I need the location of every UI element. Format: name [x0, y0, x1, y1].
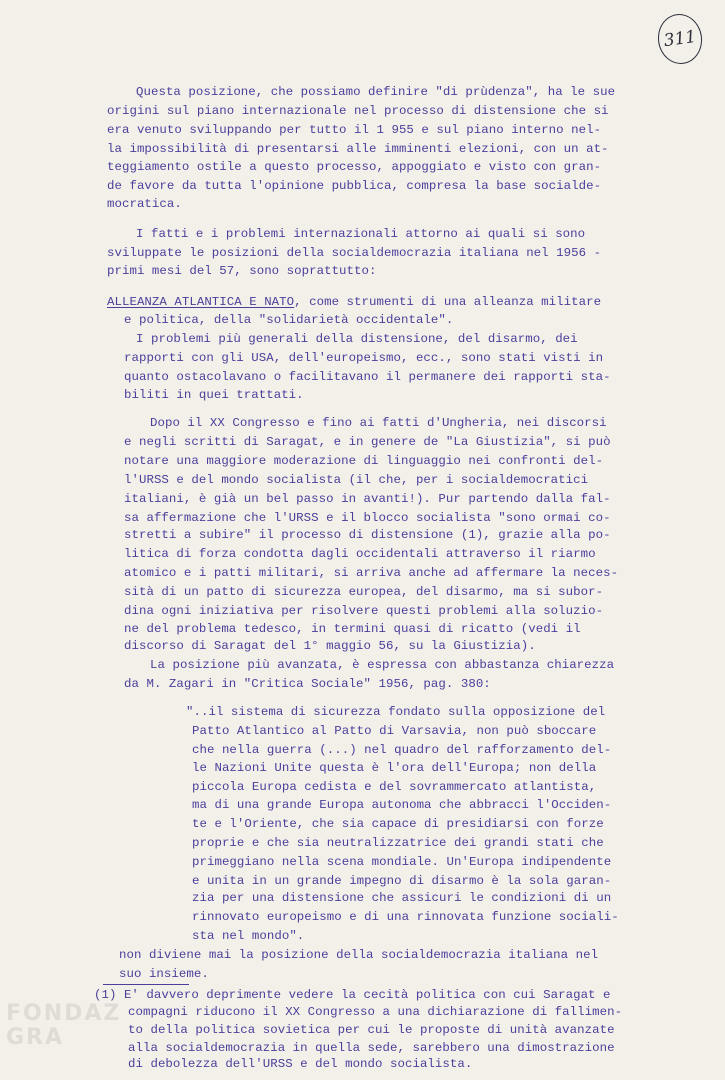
p1-line: Questa posizione, che possiamo definire "di prùdenza", ha le sue: [136, 85, 616, 99]
quote-line: le Nazioni Unite questa è l'ora dell'Europa; non della: [192, 761, 597, 776]
watermark-line1: FONDAZ: [6, 1001, 122, 1026]
p4-line: Dopo il XX Congresso e fino ai fatti d'Ungheria, nei discorsi: [150, 416, 607, 431]
p3-line: I problemi più generali della distensione, del disarmo, dei: [136, 332, 578, 346]
footnote-line: to della politica sovietica per cui le proposte di unità avanzate: [128, 1023, 615, 1038]
quote-line: sta nel mondo".: [192, 929, 305, 944]
footnote-line: di debolezza dell'URSS e del mondo socialista.: [128, 1057, 473, 1071]
quote-line: primeggiano nella scena mondiale. Un'Europa indipendente: [192, 854, 612, 869]
footnote-rule: [103, 984, 189, 986]
p4-line: italiani, è già un bel passo in avanti!). Pur partendo dalla fal-: [124, 491, 611, 506]
p2-line: I fatti e i problemi internazionali attorno ai quali si sono: [136, 226, 586, 241]
page-number: 311: [662, 26, 698, 52]
p4-line: e negli scritti di Saragat, e in genere de "La Giustizia", si può: [124, 435, 611, 450]
p4-line: atomico e i patti militari, si arriva anche ad affermare la neces-: [124, 566, 619, 580]
closing-line: non diviene mai la posizione della socialdemocrazia italiana nel: [119, 947, 599, 962]
quote-line: proprie e che sia neutralizzatrice dei grandi stati che: [192, 835, 604, 850]
p4-line: stretti a subire" il processo di distensione (1), grazie alla po-: [124, 528, 611, 543]
p1-line: la impossibilità di presentarsi alle imminenti elezioni, con un at-: [107, 141, 609, 156]
quote-line: te e l'Oriente, che sia capace di presidiarsi con forze: [192, 817, 604, 831]
p4-line: sa affermazione che l'URSS e il blocco socialista "sono ormai co-: [124, 510, 611, 525]
heading-line: [107, 296, 601, 308]
p4-line: litica di forza condotta dagli occidentali attraverso il riarmo: [124, 547, 596, 562]
p2-line: sviluppate le posizioni della socialdemocrazia italiana nel 1956 -: [107, 245, 602, 260]
p5-line: La posizione più avanzata, è espressa con abbastanza chiarezza: [150, 658, 615, 673]
quote-line: zia per una distensione che assicuri le condizioni di un: [192, 891, 612, 906]
p1-line: mocratica.: [107, 197, 182, 212]
p5-line: da M. Zagari in "Critica Sociale" 1956, pag. 380:: [124, 677, 491, 692]
p1-line: origini sul piano internazionale nel processo di distensione che si: [107, 103, 609, 118]
closing-line: suo insieme.: [119, 966, 209, 981]
footnote-line: (1) E' davvero deprimente vedere la cecità politica con cui Saragat e: [94, 987, 611, 1002]
p1-line: de favore da tutta l'opinione pubblica, compresa la base socialde-: [107, 179, 602, 194]
p4-line: sità di un patto di sicurezza europea, del disarmo, ma si subor-: [124, 584, 604, 599]
p3-line: quanto ostacolavano o facilitavano il permanere dei rapporti sta-: [124, 369, 611, 384]
quote-line: rinnovato europeismo e di una rinnovata funzione sociali-: [192, 910, 619, 925]
watermark: [6, 1002, 121, 1050]
p2-line: primi mesi del 57, sono soprattutto:: [107, 263, 377, 278]
p4-line: ne del problema tedesco, in termini quasi di ricatto (vedi il: [124, 621, 581, 636]
quote-line: Patto Atlantico al Patto di Varsavia, non può sboccare: [192, 723, 597, 738]
p3-line: rapporti con gli USA, dell'europeismo, ecc., sono stati visti in: [124, 350, 604, 365]
page-number-stamp: [655, 11, 706, 67]
watermark-line2: GRA: [6, 1025, 65, 1051]
p4-line: discorso di Saragat del 1° maggio 56, su la Giustizia).: [124, 639, 536, 654]
footnote-line: alla socialdemocrazia in quella sede, sarebbero una dimostrazione: [128, 1041, 615, 1056]
footnote-line: compagni riducono il XX Congresso a una dichiarazione di fallimen-: [128, 1005, 623, 1020]
p1-line: era venuto sviluppando per tutto il 1 955 e sul piano interno nel-: [107, 122, 602, 137]
quote-line: e unita in un grande impegno di disarmo è la sola garan-: [192, 873, 612, 888]
heading-underlined: ALLEANZA ATLANTICA E NATO: [107, 295, 295, 310]
heading-rest: , come strumenti di una alleanza militare: [294, 295, 602, 310]
p1-line: teggiamento ostile a questo processo, appoggiato e visto con gran-: [107, 160, 602, 175]
quote-line: ma di una grande Europa autonoma che abbracci l'Occiden-: [192, 798, 612, 813]
p4-line: l'URSS e del mondo socialista (il che, per i socialdemocratici: [124, 472, 589, 487]
quote-line: "..il sistema di sicurezza fondato sulla opposizione del: [186, 704, 606, 719]
p4-line: notare una maggiore moderazione di linguaggio nei confronti del-: [124, 454, 604, 468]
quote-line: piccola Europa cedista e del sovrammercato atlantista,: [192, 780, 597, 795]
p3-line: biliti in quei trattati.: [124, 387, 304, 402]
p4-line: dina ogni iniziativa per risolvere questi problemi alla soluzio-: [124, 603, 604, 618]
quote-line: che nella guerra (...) nel quadro del rafforzamento del-: [192, 742, 612, 757]
heading-cont: e politica, della "solidarietà occidentale".: [124, 313, 454, 328]
